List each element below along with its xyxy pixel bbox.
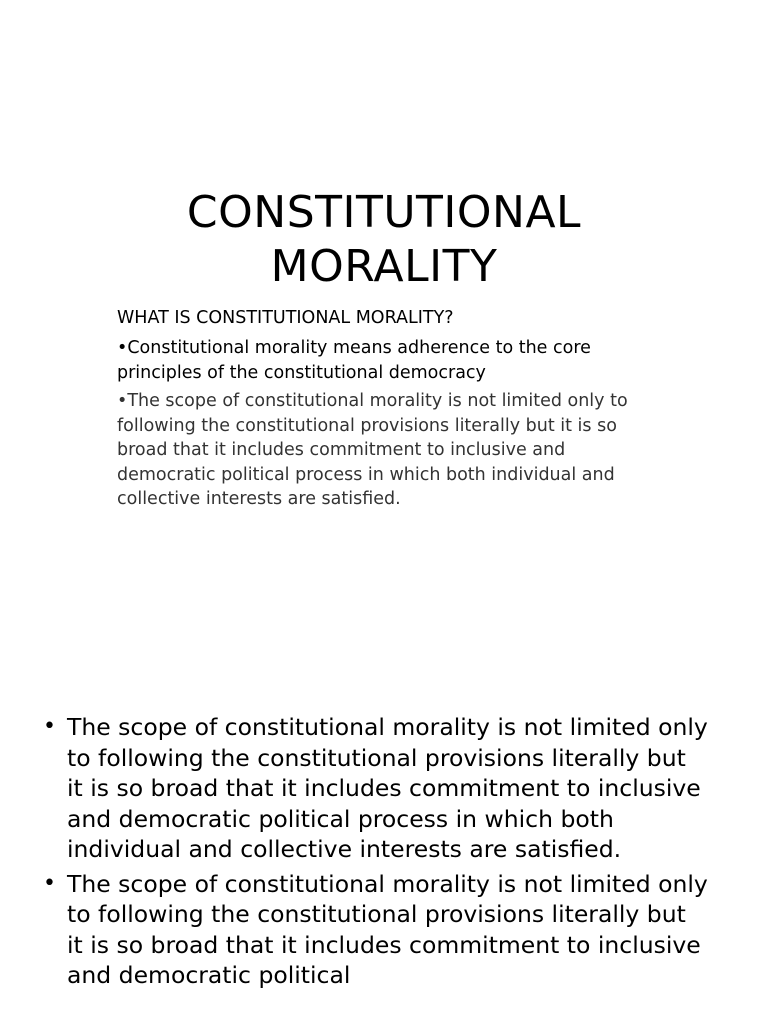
title-line-1: CONSTITUTIONAL xyxy=(186,187,582,238)
slide-title xyxy=(0,186,768,294)
subtitle-paragraph-1: •Constitutional morality means adherence to the core principles of the constitutional democracy xyxy=(117,338,591,383)
bullet-list xyxy=(0,712,768,991)
bullet-text: The scope of constitutional morality is not limited only to following the constitutional provisions literally but it is so broad that it includes commitment to inclusive and democratic political xyxy=(67,869,708,989)
subtitle-block xyxy=(117,306,657,516)
bullet-text: The scope of constitutional morality is not limited only to following the constitutional provisions literally but it is so broad that it includes commitment to inclusive and democratic political process in which both individual and collective interests are satisfied. xyxy=(67,713,708,863)
list-item xyxy=(0,712,768,865)
list-item xyxy=(0,869,768,991)
title-line-2: MORALITY xyxy=(270,241,498,292)
subtitle-heading: WHAT IS CONSTITUTIONAL MORALITY? xyxy=(117,308,454,328)
bullet-icon: • xyxy=(43,714,56,739)
bullet-icon: • xyxy=(43,870,56,896)
slide-2 xyxy=(0,712,768,1024)
subtitle-paragraph-2: •The scope of constitutional morality is not limited only to following the constitutional provisions literally but it is so broad that it includes commitment to inclusive and democratic political process in which both individual and collective interests are satisfied. xyxy=(117,391,628,509)
